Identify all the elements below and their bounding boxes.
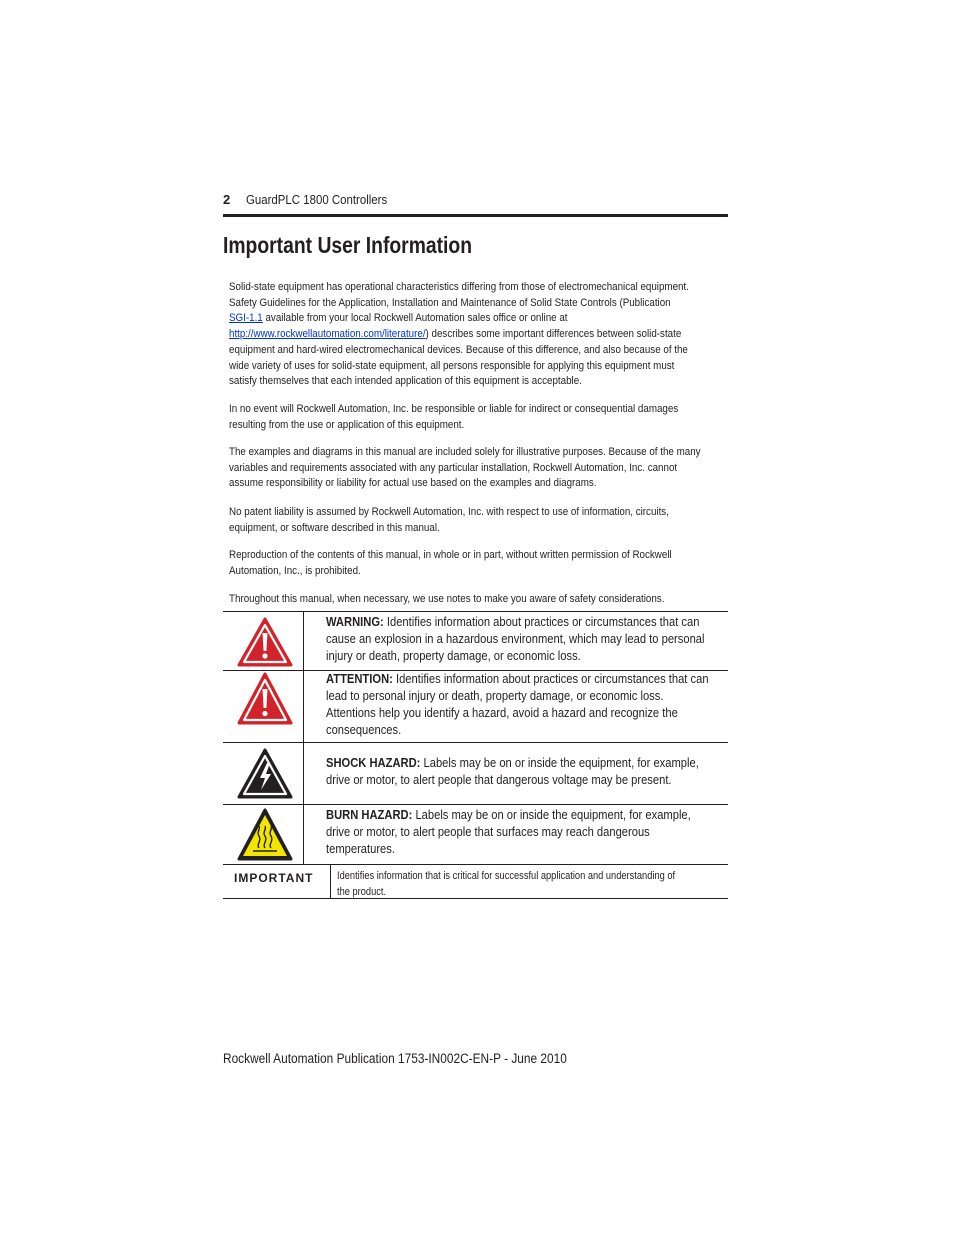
running-header <box>223 192 728 208</box>
liability-paragraph: In no event will Rockwell Automation, Inc. be responsible or liable for indirect or consequential damages resulting from the use or application of this equipment. <box>229 403 679 431</box>
warning-triangle-icon <box>236 616 294 668</box>
document-title: GuardPLC 1800 Controllers <box>246 192 388 207</box>
attention-note: ATTENTION: Identifies information about practices or circumstances that can lead to personal injury or death, property damage, or economic loss. Attentions help you identify a hazard, avoid a hazard and recognize the consequences. <box>223 670 728 743</box>
shock-hazard-icon <box>236 747 294 801</box>
burn-hazard-icon <box>236 807 294 863</box>
important-label: IMPORTANT <box>234 871 314 885</box>
header-rule <box>223 214 728 217</box>
literature-link[interactable]: http://www.rockwellautomation.com/literature/ <box>229 328 426 341</box>
attention-triangle-icon <box>236 671 294 727</box>
burn-hazard-note: BURN HAZARD: Labels may be on or inside the equipment, for example, drive or motor, to alert people that surfaces may reach dangerous temperatures. <box>223 804 728 865</box>
important-note: IMPORTANT Identifies information that is critical for successful application and understanding of the product. <box>223 864 728 899</box>
examples-paragraph: The examples and diagrams in this manual are included solely for illustrative purposes. Because of the many variables and requirements associated with any particular installation, Rockwell Automation, Inc. cannot assume responsibility or liability for actual use based on the examples and diagrams. <box>229 446 701 490</box>
reproduction-paragraph: Reproduction of the contents of this manual, in whole or in part, without written permission of Rockwell Automation, Inc., is prohibited. <box>229 549 672 577</box>
patent-paragraph: No patent liability is assumed by Rockwell Automation, Inc. with respect to use of information, circuits, equipment, or software described in this manual. <box>229 506 669 534</box>
sgi-link[interactable]: SGI-1.1 <box>229 312 263 325</box>
page-number: 2 <box>223 192 231 207</box>
notes-intro-paragraph: Throughout this manual, when necessary, we use notes to make you aware of safety considerations. <box>229 593 665 605</box>
warning-note: WARNING: Identifies information about practices or circumstances that can cause an explosion in a hazardous environment, which may lead to personal injury or death, property damage, or economic loss. <box>223 611 728 671</box>
intro-paragraph: Solid-state equipment has operational characteristics differing from those of electromechanical equipment. Safety Guidelines for the Application, Installation and Maintenance of Solid State Controls (Publication SGI-1.1 available from your local Rockwell Automation sales office or online at http://www.rockwellautomation.com/literature/) describes some important differences between solid-state equipment and hard-wired electromechanical devices. Because of this difference, and also because of the wide variety of uses for solid-state equipment, all persons responsible for applying this equipment must satisfy themselves that each intended application of this equipment is acceptable. <box>229 281 689 388</box>
publication-footer: Rockwell Automation Publication 1753-IN002C-EN-P - June 2010 <box>223 1051 567 1066</box>
shock-hazard-note: SHOCK HAZARD: Labels may be on or inside the equipment, for example, drive or motor, to alert people that dangerous voltage may be present. <box>223 742 728 805</box>
page-title: Important User Information <box>223 232 473 258</box>
